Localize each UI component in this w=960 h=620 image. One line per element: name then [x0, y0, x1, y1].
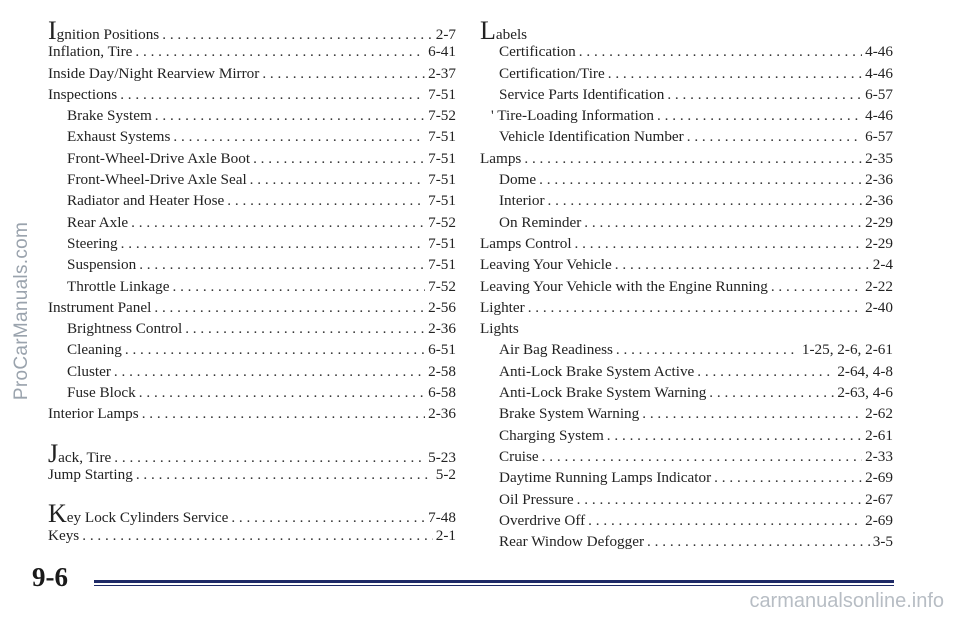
dot-leader: [714, 467, 862, 488]
dot-leader: [120, 84, 425, 105]
bottom-watermark: carmanualsonline.info: [749, 590, 944, 612]
index-subentry: Air Bag Readiness . . . 1-25, 2-6, 2-61: [480, 339, 893, 360]
page-ref: 2-58: [428, 362, 456, 380]
dot-leader: [154, 297, 425, 318]
dot-leader: [528, 297, 862, 318]
page-ref: 4-46: [865, 107, 893, 125]
page-ref: 2-29: [865, 234, 893, 252]
dot-leader: [82, 525, 433, 546]
index-subentry: Cleaning . . . 6-51: [48, 339, 456, 360]
page-ref: 2-7: [435, 26, 456, 43]
dot-leader: [114, 361, 425, 382]
index-entry: Instrument Panel . . . 2-56: [48, 297, 456, 318]
page-ref: 7-52: [428, 107, 456, 125]
dot-leader: [185, 318, 425, 339]
dot-leader: [121, 233, 426, 254]
index-subentry: ' Tire-Loading Information . . . 4-46: [480, 105, 893, 126]
dot-leader: [709, 382, 834, 403]
index-subentry: Vehicle Identification Number . . . 6-57: [480, 126, 893, 147]
page-ref: 2-40: [865, 298, 893, 316]
page-ref: 2-61: [865, 426, 893, 444]
index-entry: Lighter . . . 2-40: [480, 297, 893, 318]
index-entry: Leaving Your Vehicle . . . 2-4: [480, 254, 893, 275]
page-ref: 6-51: [428, 341, 456, 359]
index-subentry: Rear Window Defogger . . . 3-5: [480, 531, 893, 552]
page-ref: 5-2: [435, 465, 456, 483]
index-subentry: Front-Wheel-Drive Axle Boot . . . 7-51: [48, 148, 456, 169]
page-ref: 2-35: [865, 149, 893, 167]
dot-leader: [575, 233, 863, 254]
page-ref: 2-36: [865, 192, 893, 210]
dot-leader: [607, 425, 862, 446]
dot-leader: [642, 403, 862, 424]
dot-leader: [250, 169, 425, 190]
index-subentry: Interior . . . 2-36: [480, 190, 893, 211]
index-subentry: Service Parts Identification . . . 6-57: [480, 84, 893, 105]
dot-leader: [125, 339, 425, 360]
dot-leader: [136, 464, 433, 485]
page-ref: 7-51: [428, 85, 456, 103]
index-entry: Lamps Control . . . 2-29: [480, 233, 893, 254]
page-ref: 2-56: [428, 298, 456, 316]
index-subentry: Cluster . . . 2-58: [48, 361, 456, 382]
dot-leader: [539, 169, 862, 190]
index-left-column: [48, 16, 456, 546]
index-entry: Inflation, Tire . . . 6-41: [48, 41, 456, 62]
page-ref: 1-25, 2-6, 2-61: [801, 341, 893, 359]
page-ref: 7-51: [428, 192, 456, 210]
dot-leader: [577, 489, 862, 510]
index-right-column: [480, 16, 893, 552]
page-ref: 2-36: [865, 171, 893, 189]
page-ref: 5-23: [428, 448, 456, 466]
index-subentry: Suspension . . . 7-51: [48, 254, 456, 275]
page-ref: 2-29: [865, 213, 893, 231]
index-entry: Jump Starting . . . 5-2: [48, 464, 456, 485]
index-subentry: Brake System . . . 7-52: [48, 105, 456, 126]
index-entry: Leaving Your Vehicle with the Engine Running . . . 2-22: [480, 276, 893, 297]
index-subentry: On Reminder . . . 2-29: [480, 212, 893, 233]
page-ref: 7-51: [428, 171, 456, 189]
page-ref: 2-63, 4-6: [837, 384, 893, 402]
section-initial-l: L: [480, 16, 496, 45]
index-subentry: Anti-Lock Brake System Warning . . . 2-63, 4-6: [480, 382, 893, 403]
dot-leader: [647, 531, 870, 552]
page-ref: 2-33: [865, 447, 893, 465]
dot-leader: [173, 126, 425, 147]
page-ref: 2-62: [865, 405, 893, 423]
page-ref: 2-64, 4-8: [837, 362, 893, 380]
page-ref: 6-58: [428, 384, 456, 402]
page-ref: 2-36: [428, 405, 456, 423]
page-ref: 7-52: [428, 277, 456, 295]
page-ref: 2-36: [428, 320, 456, 338]
page-ref: 2-4: [872, 256, 893, 274]
footer-rule: [94, 580, 894, 583]
dot-leader: [131, 212, 425, 233]
page-ref: 2-69: [865, 469, 893, 487]
dot-leader: [588, 510, 862, 531]
index-subentry: Brake System Warning . . . 2-62: [480, 403, 893, 424]
index-subentry: Overdrive Off . . . 2-69: [480, 510, 893, 531]
page-ref: 4-46: [865, 43, 893, 61]
page-ref: 7-51: [428, 128, 456, 146]
index-subentry: Radiator and Heater Hose . . . 7-51: [48, 190, 456, 211]
index-subentry: Oil Pressure . . . 2-67: [480, 489, 893, 510]
page-ref: 2-22: [865, 277, 893, 295]
dot-leader: [155, 105, 425, 126]
page-ref: 7-51: [428, 149, 456, 167]
index-entry-key-lock: Key Lock Cylinders Service . . . 7-48: [48, 503, 456, 524]
dot-leader: [584, 212, 862, 233]
footer-rule-thin: [94, 585, 894, 586]
dot-leader: [139, 254, 425, 275]
index-subentry: Throttle Linkage . . . 7-52: [48, 276, 456, 297]
dot-leader: [262, 63, 425, 84]
index-entry: Inspections . . . 7-51: [48, 84, 456, 105]
dot-leader: [608, 63, 862, 84]
dot-leader: [139, 382, 425, 403]
page-ref: 6-41: [428, 43, 456, 61]
page-ref: 2-69: [865, 511, 893, 529]
page-ref: 2-37: [428, 64, 456, 82]
dot-leader: [542, 446, 863, 467]
section-initial-k: K: [48, 499, 67, 529]
index-subentry: Cruise . . . 2-33: [480, 446, 893, 467]
index-entry: Inside Day/Night Rearview Mirror . . . 2-37: [48, 63, 456, 84]
index-subentry: Dome . . . 2-36: [480, 169, 893, 190]
index-heading-labels: Labels: [480, 16, 528, 45]
dot-leader: [771, 276, 862, 297]
page-ref: 7-51: [428, 234, 456, 252]
page-ref: 2-1: [435, 526, 456, 544]
page-ref: 7-51: [428, 256, 456, 274]
dot-leader: [615, 254, 870, 275]
index-subentry: Front-Wheel-Drive Axle Seal . . . 7-51: [48, 169, 456, 190]
page-ref: 7-52: [428, 213, 456, 231]
side-watermark: ProCarManuals.com: [11, 221, 32, 401]
index-subentry: Brightness Control . . . 2-36: [48, 318, 456, 339]
dot-leader: [524, 148, 862, 169]
dot-leader: [227, 190, 425, 211]
dot-leader: [697, 361, 834, 382]
dot-leader: [657, 105, 862, 126]
dot-leader: [253, 148, 425, 169]
page-ref: 6-57: [865, 85, 893, 103]
index-subentry: Exhaust Systems . . . 7-51: [48, 126, 456, 147]
index-entry: Interior Lamps . . . 2-36: [48, 403, 456, 424]
index-subentry: Steering . . . 7-51: [48, 233, 456, 254]
index-entry-ignition-positions: Ignition Positions . . . 2-7: [48, 20, 456, 41]
index-subentry: Rear Axle . . . 7-52: [48, 212, 456, 233]
index-subentry: Daytime Running Lamps Indicator . . . 2-69: [480, 467, 893, 488]
page-ref: 2-67: [865, 490, 893, 508]
index-entry: Lamps . . . 2-35: [480, 148, 893, 169]
dot-leader: [135, 41, 425, 62]
index-entry-jack-tire: Jack, Tire . . . 5-23: [48, 443, 456, 464]
dot-leader: [667, 84, 862, 105]
section-initial-j: J: [48, 438, 59, 468]
page-ref: 3-5: [872, 533, 893, 551]
page-number: 9-6: [32, 562, 68, 592]
dot-leader: [616, 339, 799, 360]
index-subentry: Anti-Lock Brake System Active . . . 2-64, 4-8: [480, 361, 893, 382]
page-ref: 4-46: [865, 64, 893, 82]
dot-leader: [687, 126, 862, 147]
page-ref: 6-57: [865, 128, 893, 146]
index-subentry: Certification . . . 4-46: [480, 41, 893, 62]
index-subentry: Charging System . . . 2-61: [480, 425, 893, 446]
page-ref: 7-48: [428, 509, 456, 527]
index-subentry: Fuse Block . . . 6-58: [48, 382, 456, 403]
section-initial-i: I: [48, 16, 57, 45]
dot-leader: [548, 190, 863, 211]
dot-leader: [142, 403, 425, 424]
index-heading-lights: Lights: [480, 320, 519, 338]
dot-leader: [579, 41, 862, 62]
index-subentry: Certification/Tire . . . 4-46: [480, 63, 893, 84]
index-entry: Keys . . . 2-1: [48, 525, 456, 546]
dot-leader: [172, 276, 425, 297]
